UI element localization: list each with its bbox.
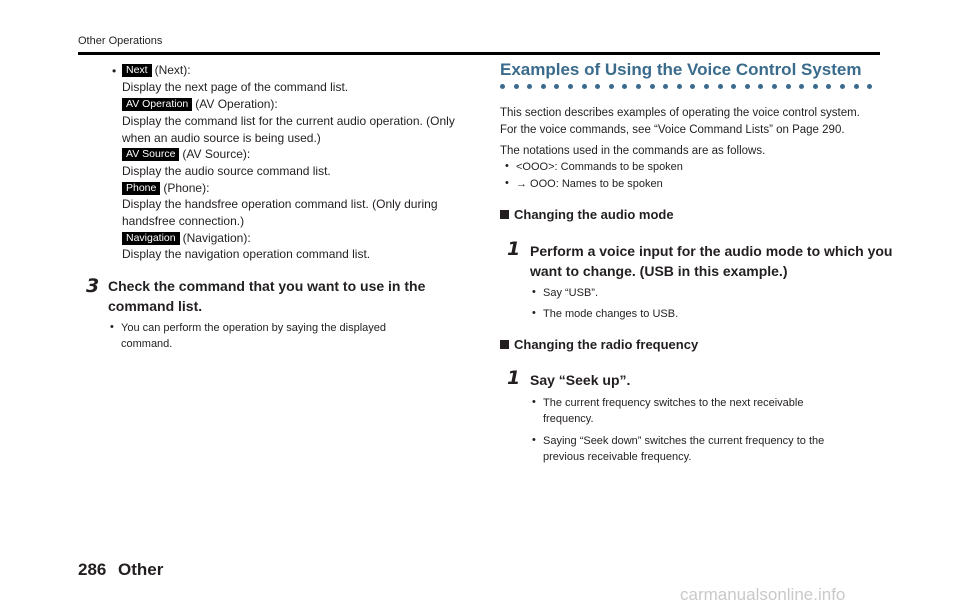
divider-dot [500, 84, 505, 89]
notation-item: <OOO>: Commands to be spoken [516, 161, 683, 173]
divider-dot [595, 84, 600, 89]
av-operation-tag: AV Operation [122, 98, 192, 111]
notation-item: → OOO: Names to be spoken [516, 178, 663, 190]
divider-dot [622, 84, 627, 89]
bullet-dot: • [505, 160, 509, 172]
cmd-suffix: (Phone): [163, 181, 210, 195]
square-bullet-icon [500, 340, 509, 349]
subheading-audio-mode [500, 207, 674, 222]
bullet-dot: • [532, 396, 536, 408]
divider-dot [704, 84, 709, 89]
divider-dot [663, 84, 668, 89]
step-number: 1 [507, 238, 521, 260]
step-text: Check the command that you want to use in the [108, 278, 426, 294]
divider-dot [718, 84, 723, 89]
phone-tag: Phone [122, 182, 160, 195]
step-text: Say “Seek up”. [530, 372, 631, 388]
bullet-dot: • [532, 286, 536, 298]
av-source-tag: AV Source [122, 148, 179, 161]
divider-dot [758, 84, 763, 89]
step-note: command. [121, 338, 173, 350]
square-bullet-icon [500, 210, 509, 219]
bullet-dot: • [532, 434, 536, 446]
divider-dot [690, 84, 695, 89]
divider-dot [772, 84, 777, 89]
section-title: Examples of Using the Voice Control System [500, 60, 862, 79]
step-note: You can perform the operation by saying the displayed [121, 322, 386, 334]
cmd-desc: Display the audio source command list. [122, 164, 331, 178]
cmd-desc: Display the command list for the current audio operation. (Only [122, 114, 455, 128]
intro-line: This section describes examples of operating the voice control system. [500, 107, 860, 119]
divider-dot [677, 84, 682, 89]
cmd-desc: Display the handsfree operation command list. (Only during [122, 197, 438, 211]
cmd-desc: handsfree connection.) [122, 214, 245, 228]
cmd-item-next [122, 62, 191, 78]
cmd-suffix: (AV Source): [182, 147, 251, 161]
divider-dot [799, 84, 804, 89]
cmd-desc: when an audio source is being used.) [122, 131, 321, 145]
title-dots-divider [500, 84, 878, 92]
divider-dot [650, 84, 655, 89]
step-number: 1 [507, 367, 521, 389]
step-number: 3 [86, 275, 100, 297]
next-tag: Next [122, 64, 152, 77]
bullet-dot: • [505, 177, 509, 189]
divider-dot [554, 84, 559, 89]
header-section-label: Other Operations [78, 35, 163, 47]
page-number: 286 [78, 560, 107, 579]
subheading-text: Changing the audio mode [514, 207, 674, 222]
divider-dot [826, 84, 831, 89]
cmd-item-navigation [122, 230, 251, 246]
step-note: The mode changes to USB. [543, 308, 679, 320]
footer-section: Other [118, 560, 164, 579]
step-note: previous receivable frequency. [543, 451, 692, 463]
divider-dot [867, 84, 872, 89]
divider-dot [854, 84, 859, 89]
intro-line: For the voice commands, see “Voice Command Lists” on Page 290. [500, 124, 845, 136]
bullet-dot: • [112, 64, 117, 78]
navigation-tag: Navigation [122, 232, 180, 245]
cmd-desc: Display the next page of the command list. [122, 80, 349, 94]
divider-dot [541, 84, 546, 89]
divider-dot [582, 84, 587, 89]
cmd-desc: Display the navigation operation command list. [122, 247, 371, 261]
divider-dot [636, 84, 641, 89]
cmd-suffix: (Next): [154, 63, 191, 77]
divider-dot [514, 84, 519, 89]
subheading-text: Changing the radio frequency [514, 337, 699, 352]
divider-dot [840, 84, 845, 89]
step-note: The current frequency switches to the next receivable [543, 397, 804, 409]
divider-dot [527, 84, 532, 89]
divider-dot [813, 84, 818, 89]
watermark: carmanualsonline.info [680, 585, 846, 604]
intro-line: The notations used in the commands are as follows. [500, 145, 766, 157]
divider-dot [609, 84, 614, 89]
step-text: command list. [108, 298, 203, 314]
step-text: want to change. (USB in this example.) [530, 263, 788, 279]
divider-dot [745, 84, 750, 89]
divider-dot [568, 84, 573, 89]
step-note: frequency. [543, 413, 594, 425]
bullet-dot: • [110, 321, 114, 333]
cmd-item-av-operation [122, 96, 278, 112]
step-text: Perform a voice input for the audio mode to which you [530, 243, 893, 259]
cmd-item-av-source [122, 146, 250, 162]
cmd-item-phone [122, 180, 209, 196]
step-note: Saying “Seek down” switches the current frequency to the [543, 435, 825, 447]
subheading-radio-frequency [500, 337, 698, 352]
header-rule [78, 52, 880, 55]
bullet-dot: • [532, 307, 536, 319]
divider-dot [731, 84, 736, 89]
cmd-suffix: (Navigation): [182, 231, 251, 245]
divider-dot [786, 84, 791, 89]
step-note: Say “USB”. [543, 287, 599, 299]
cmd-suffix: (AV Operation): [195, 97, 278, 111]
